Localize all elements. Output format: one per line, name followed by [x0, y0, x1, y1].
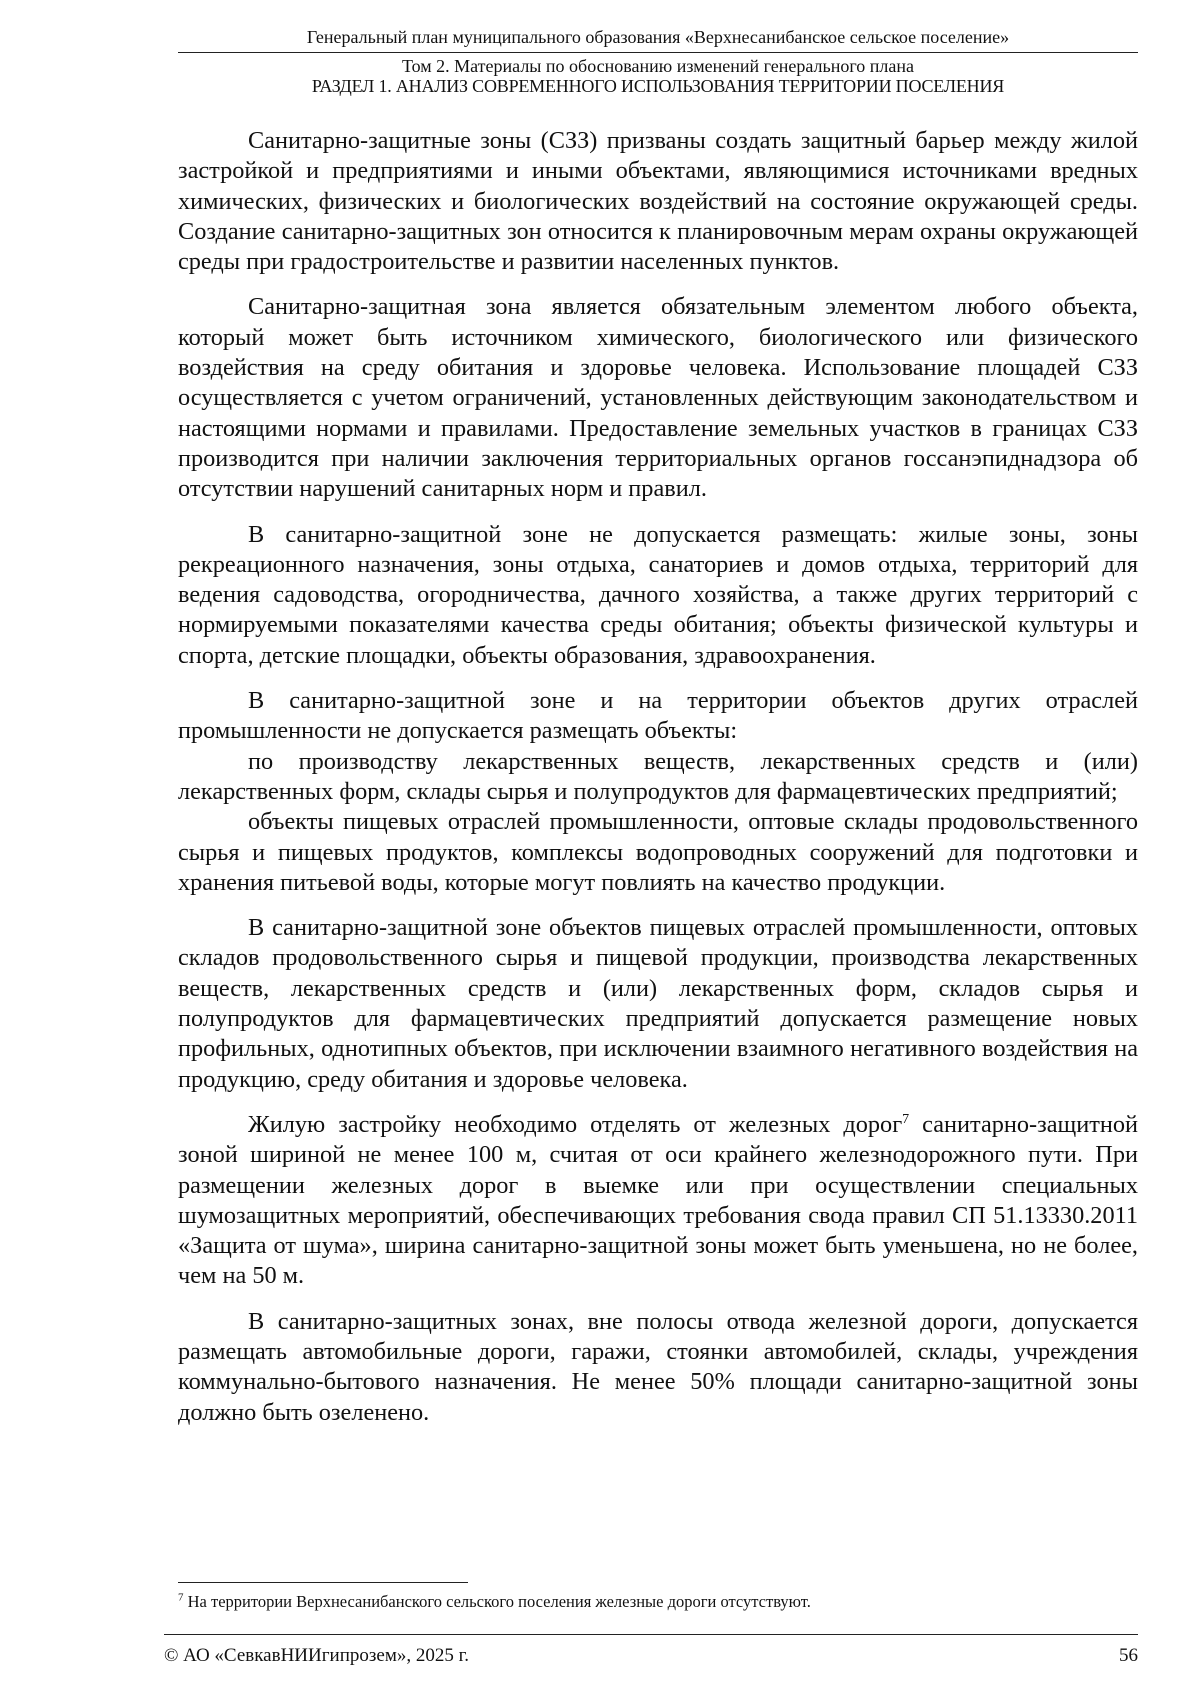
footnote-marker: 7	[178, 1591, 184, 1604]
paragraph-szz-allowed: В санитарно-защитной зоне объектов пищевых отраслей промышленности, оптовых складов продовольственного сырья и пищевой продукции, производства лекарственных веществ, лекарственных средств и (или) лекарственных форм, складов сырья и полупродуктов для фармацевтических предприятий допускается размещение новых профильных, однотипных объектов, при исключении взаимного негативного воздействия на продукцию, среду обитания и здоровье человека.	[178, 914, 1138, 1093]
footnote-text: На территории Верхнесанибанского сельского поселения железные дороги отсутствуют.	[183, 1592, 811, 1611]
paragraph-szz-prohibited: В санитарно-защитной зоне не допускается размещать: жилые зоны, зоны рекреационного назначения, зоны отдыха, санаториев и домов отдыха, территорий для ведения садоводства, огородничества, дачного хозяйства, а также других территорий с нормируемыми показателями качества среды обитания; объекты физической культуры и спорта, детские площадки, объекты образования, здравоохранения.	[178, 520, 1138, 669]
page-number: 56	[1119, 1645, 1138, 1666]
body-text	[178, 126, 1138, 1443]
paragraph-szz-industry: В санитарно-защитной зоне и на территории объектов других отраслей промышленности не допускается размещать объекты:	[178, 687, 1138, 745]
paragraph-szz-mandatory: Санитарно-защитная зона является обязательным элементом любого объекта, который может быть источником химического, биологического или физического воздействия на среду обитания и здоровье человека. Использование площадей СЗЗ осуществляется с учетом ограничений, установленных действующим законодательством и настоящими нормами и правилами. Предоставление земельных участков в границах СЗЗ производится при наличии заключения территориальных органов госсанэпиднадзора об отсутствии нарушений санитарных норм и правил.	[178, 293, 1138, 503]
footer-copyright: © АО «СевкавНИИгипрозем», 2025 г.	[164, 1645, 469, 1666]
header-volume-title: Том 2. Материалы по обоснованию изменений генерального плана	[401, 56, 915, 76]
header-document-title: Генеральный план муниципального образования «Верхнесанибанское сельское поселение»	[306, 27, 1010, 47]
footnote-rule	[178, 1582, 468, 1583]
header-rule	[178, 52, 1138, 53]
paragraph-szz-purpose: Санитарно-защитные зоны (СЗЗ) призваны создать защитный барьер между жилой застройкой и предприятиями и иными объектами, являющимися источниками вредных химических, физических и биологических воздействий на состояние окружающей среды. Создание санитарно-защитных зон относится к планировочным мерам охраны окружающей среды при градостроительстве и развитии населенных пунктов.	[178, 127, 1138, 276]
railway-text-end: санитарно-защитной зоной шириной не менее 100 м, считая от оси крайнего железнодорожного пути. При размещении железных дорог в выемке или при осуществлении специальных шумозащитных мероприятий, обеспечивающих требования свода правил СП 51.13330.2011 «Защита от шума», ширина санитарно-защитной зоны может быть уменьшена, но не более, чем на 50 м.	[178, 1110, 1138, 1290]
list-item-pharma: по производству лекарственных веществ, лекарственных средств и (или) лекарственных форм, склады сырья и полупродуктов для фармацевтических предприятий;	[178, 747, 1138, 805]
paragraph-railway	[178, 1110, 1138, 1292]
list-item-food: объекты пищевых отраслей промышленности, оптовые склады продовольственного сырья и пищевых продуктов, комплексы водопроводных сооружений для подготовки и хранения питьевой воды, которые могут повлиять на качество продукции.	[178, 808, 1138, 896]
footnote-reference[interactable]: 7	[902, 1111, 910, 1127]
header-section-title: РАЗДЕЛ 1. АНАЛИЗ СОВРЕМЕННОГО ИСПОЛЬЗОВАНИЯ ТЕРРИТОРИИ ПОСЕЛЕНИЯ	[311, 76, 1005, 96]
footnote	[178, 1592, 1138, 1612]
footer-rule	[164, 1634, 1138, 1635]
railway-text-start: Жилую застройку необходимо отделять от железных дорог	[248, 1110, 903, 1138]
paragraph-szz-greening: В санитарно-защитных зонах, вне полосы отвода железной дороги, допускается размещать автомобильные дороги, гаражи, стоянки автомобилей, склады, учреждения коммунально-бытового назначения. Не менее 50% площади санитарно-защитной зоны должно быть озеленено.	[178, 1307, 1138, 1426]
running-header	[178, 26, 1138, 97]
